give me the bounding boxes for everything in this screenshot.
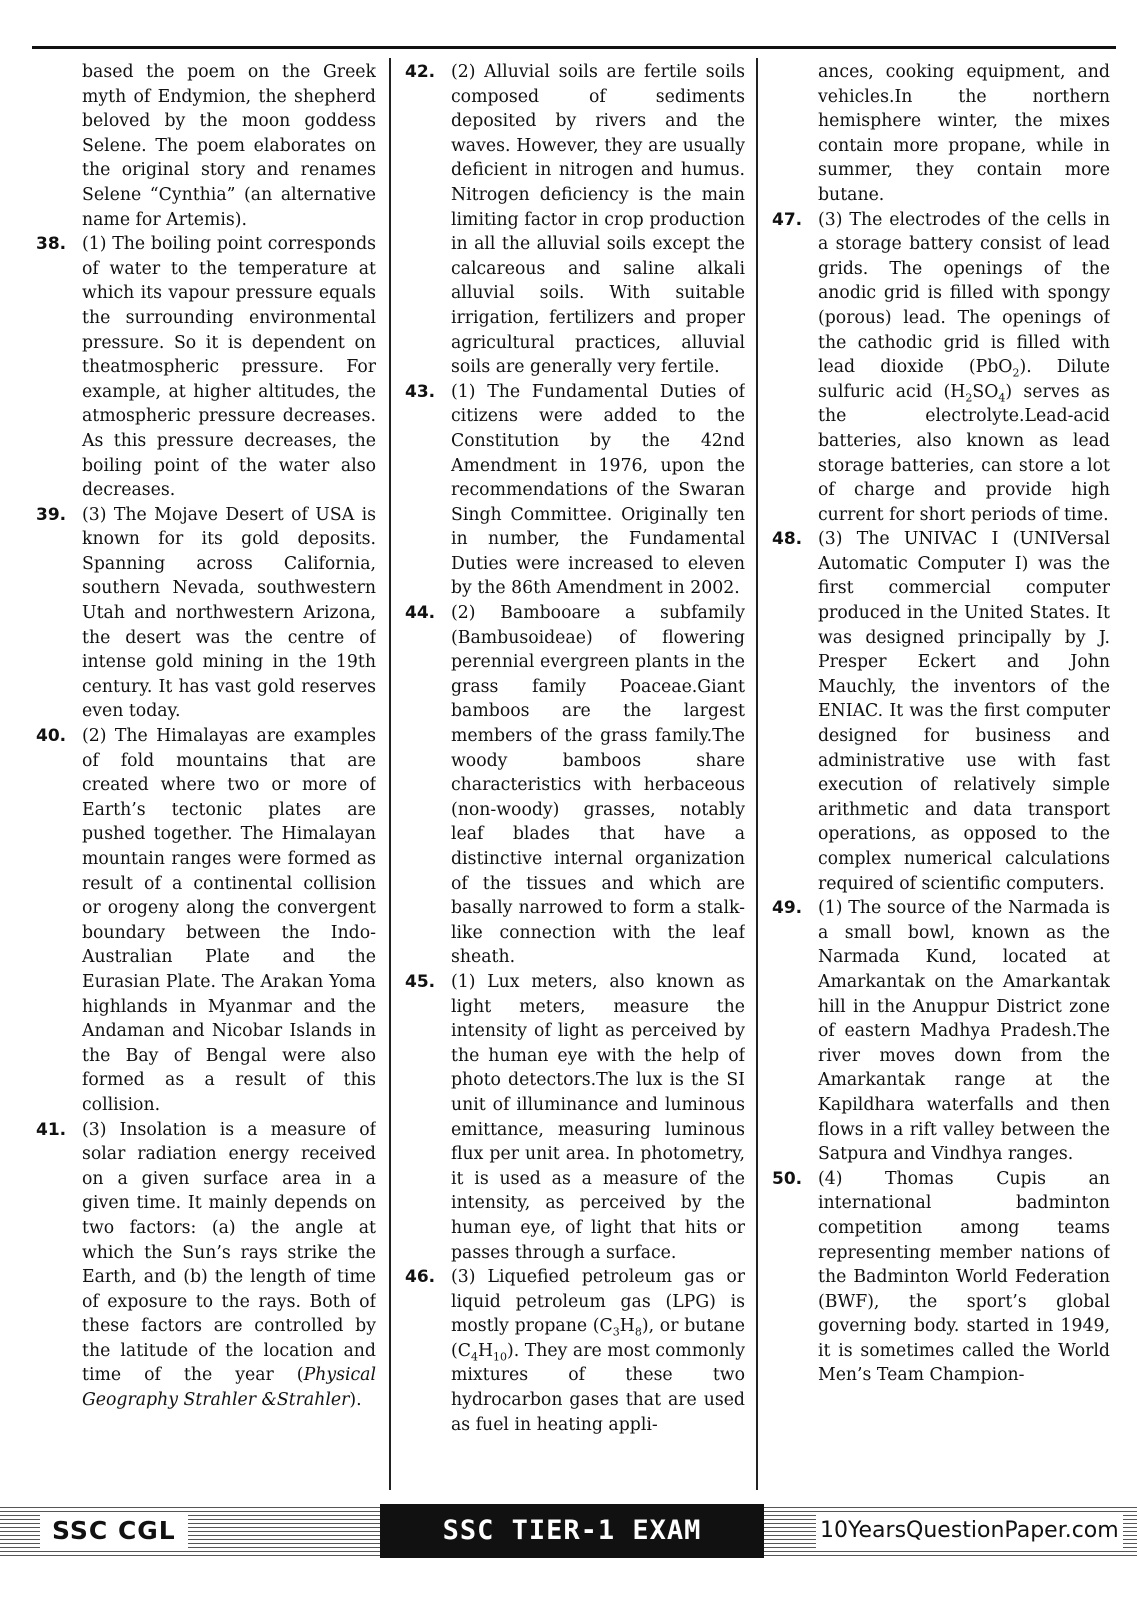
footer-website: 10YearsQuestionPaper.com xyxy=(816,1514,1123,1548)
subscript: 3 xyxy=(612,1325,620,1339)
continuation-text: ances, cooking equipment, and vehicles.In the northern hemisphere winter, the mixes contain more propane, while in summer, they contain more butane. xyxy=(818,62,1110,205)
answer-entry-43 xyxy=(405,380,745,601)
answer-entry-47 xyxy=(772,208,1110,528)
answer-entry-44 xyxy=(405,601,745,970)
question-number: 44. xyxy=(405,603,436,624)
subscript: 8 xyxy=(634,1325,642,1339)
continuation-text: based the poem on the Greek myth of Endymion, the shepherd beloved by the moon goddess Selene. The poem elaborates on the original story and renames Selene “Cynthia” (an alternative name for Artemis). xyxy=(82,62,376,230)
answer-text: (4) Thomas Cupis an international badminton competition among teams representing member nations of the Badminton World Federation (BWF), the sport’s global governing body. started in 1949, it is sometimes called the World Men’s Team Champion- xyxy=(818,1168,1110,1386)
subscript: 4 xyxy=(470,1350,478,1364)
question-number: 49. xyxy=(772,898,803,919)
question-number: 41. xyxy=(36,1119,67,1140)
answer-text: ) serves as the electrolyte.Lead-acid batteries, also known as lead storage batteries, can store a lot of charge and provide high current for short periods of time. xyxy=(818,381,1110,525)
question-number: 50. xyxy=(772,1168,803,1189)
answer-entry-39 xyxy=(36,503,376,724)
answer-entry-41 xyxy=(36,1118,376,1413)
question-number: 43. xyxy=(405,381,436,402)
subscript: 2 xyxy=(1012,366,1020,380)
subscript: 2 xyxy=(965,391,973,405)
answer-text: (3) Insolation is a measure of solar radiation energy received on a given surface area in a given time. It mainly depends on two factors: (a) the angle at which the Sun’s rays strike the Earth, and (b) the length of time of exposure to the rays. Both of these factors are controlled by the latitude of the location and time of the year ( xyxy=(82,1119,376,1386)
answer-text: (1) The source of the Narmada is a small bowl, known as the Narmada Kund, located at Amarkantak on the Amarkantak hill in the Anuppur District zone of eastern Madhya Pradesh.The river moves down from the Amarkantak range at the Kapildhara waterfalls and then flows in a rift valley between the Satpura and Vindhya ranges. xyxy=(818,898,1110,1165)
citation-italic: Physical Geography Strahler &Strahler xyxy=(82,1365,376,1411)
citation-end: ). xyxy=(349,1390,362,1411)
question-number: 38. xyxy=(36,234,67,255)
answer-entry-40 xyxy=(36,724,376,1118)
answer-text: H xyxy=(619,1316,635,1337)
answer-entry-49 xyxy=(772,896,1110,1167)
column-3 xyxy=(772,60,1110,1500)
page-footer xyxy=(0,1504,1137,1558)
footer-exam-title: SSC TIER-1 EXAM xyxy=(380,1504,764,1558)
answer-text: (3) The electrodes of the cells in a storage battery consist of lead grids. The openings of the anodic grid is filled with spongy (porous) lead. The openings of the cathodic grid is filled with lead dioxide (PbO xyxy=(818,209,1110,378)
answer-text: H xyxy=(477,1340,494,1361)
question-number: 42. xyxy=(405,62,436,82)
top-rule xyxy=(32,46,1116,49)
answer-text: (3) The Mojave Desert of USA is known for its gold deposits. Spanning across California, southern Nevada, southwestern Utah and northwestern Arizona, the desert was the centre of intense gold mining in the 19th century. It has vast gold reserves even today. xyxy=(82,504,376,722)
answer-text: ), or butane (C xyxy=(451,1316,745,1361)
answer-text: (2) Bambooare a subfamily (Bambusoideae) of flowering perennial evergreen plants in the grass family Poaceae.Giant bamboos are the largest members of the grass family.The woody bamboos share characteristics with herbaceous (non-woody) grasses, notably leaf blades that have a distinctive internal organization of the tissues and which are basally narrowed to form a stalk-like connection with the leaf sheath. xyxy=(451,603,745,968)
answer-text: (1) Lux meters, also known as light meters, measure the intensity of light as perceived by the human eye with the help of photo detectors.The lux is the SI unit of illuminance and luminous emittance, measuring luminous flux per unit area. In photometry, it is used as a measure of the intensity, as perceived by the human eye, of light that hits or passes through a surface. xyxy=(451,971,745,1263)
question-number: 40. xyxy=(36,726,67,747)
footer-exam-name: SSC CGL xyxy=(40,1514,188,1548)
answer-text: (3) Liquefied petroleum gas or liquid petroleum gas (LPG) is mostly propane (C xyxy=(451,1267,745,1337)
answer-text: (3) The UNIVAC I (UNIVersal Automatic Computer I) was the first commercial computer produced in the United States. It was designed principally by J. Presper Eckert and John Mauchly, the inventors of the ENIAC. It was the first computer designed for business and administrative use with fast execution of relatively simple arithmetic and data transport operations, as opposed to the complex numerical calculations required of scientific computers. xyxy=(818,529,1110,894)
question-number: 48. xyxy=(772,529,803,550)
column-divider xyxy=(389,58,391,1490)
column-2 xyxy=(405,60,745,1500)
answer-entry-50 xyxy=(772,1167,1110,1388)
answer-text: ). Dilute sulfuric acid (H xyxy=(818,357,1110,402)
question-number: 45. xyxy=(405,971,436,992)
subscript: 4 xyxy=(998,391,1006,405)
answer-entry-45 xyxy=(405,970,745,1265)
question-number: 46. xyxy=(405,1267,436,1288)
answer-text: (2) Alluvial soils are fertile soils composed of sediments deposited by rivers and the waves. However, they are usually deficient in nitrogen and humus. Nitrogen deficiency is the main limiting factor in crop production in all the alluvial soils except the calcareous and saline alkali alluvial soils. With suitable irrigation, fertilizers and proper agricultural practices, alluvial soils are generally very fertile. xyxy=(451,62,745,378)
question-number: 47. xyxy=(772,209,803,230)
answer-text: (1) The boiling point corresponds of water to the temperature at which its vapour pressure equals the surrounding environmental pressure. So it is dependent on theatmospheric pressure. For example, at higher altitudes, the atmospheric pressure decreases. As this pressure decreases, the boiling point of the water also decreases. xyxy=(82,234,376,501)
column-1 xyxy=(36,60,376,1500)
answer-text: SO xyxy=(972,381,999,402)
answer-entry-46 xyxy=(405,1265,745,1437)
column-divider xyxy=(756,58,758,1490)
answer-entry-38 xyxy=(36,232,376,503)
answer-entry-48 xyxy=(772,527,1110,896)
answer-text: (2) The Himalayas are examples of fold mountains that are created where two or more of Earth’s tectonic plates are pushed together. The Himalayan mountain ranges were formed as result of a continental collision or orogeny along the convergent boundary between the Indo-Australian Plate and the Eurasian Plate. The Arakan Yoma highlands in Myanmar and the Andaman and Nicobar Islands in the Bay of Bengal were also formed as a result of this collision. xyxy=(82,726,376,1115)
answer-text: ). They are most commonly mixtures of these two hydrocarbon gases that are used as fuel in heating appli- xyxy=(451,1340,745,1435)
answer-text: (1) The Fundamental Duties of citizens were added to the Constitution by the 42nd Amendment in 1976, upon the recommendations of the Swaran Singh Committee. Originally ten in number, the Fundamental Duties were increased to eleven by the 86th Amendment in 2002. xyxy=(451,381,745,599)
answer-entry-42 xyxy=(405,60,745,380)
question-number: 39. xyxy=(36,504,67,525)
subscript: 10 xyxy=(493,1350,508,1364)
